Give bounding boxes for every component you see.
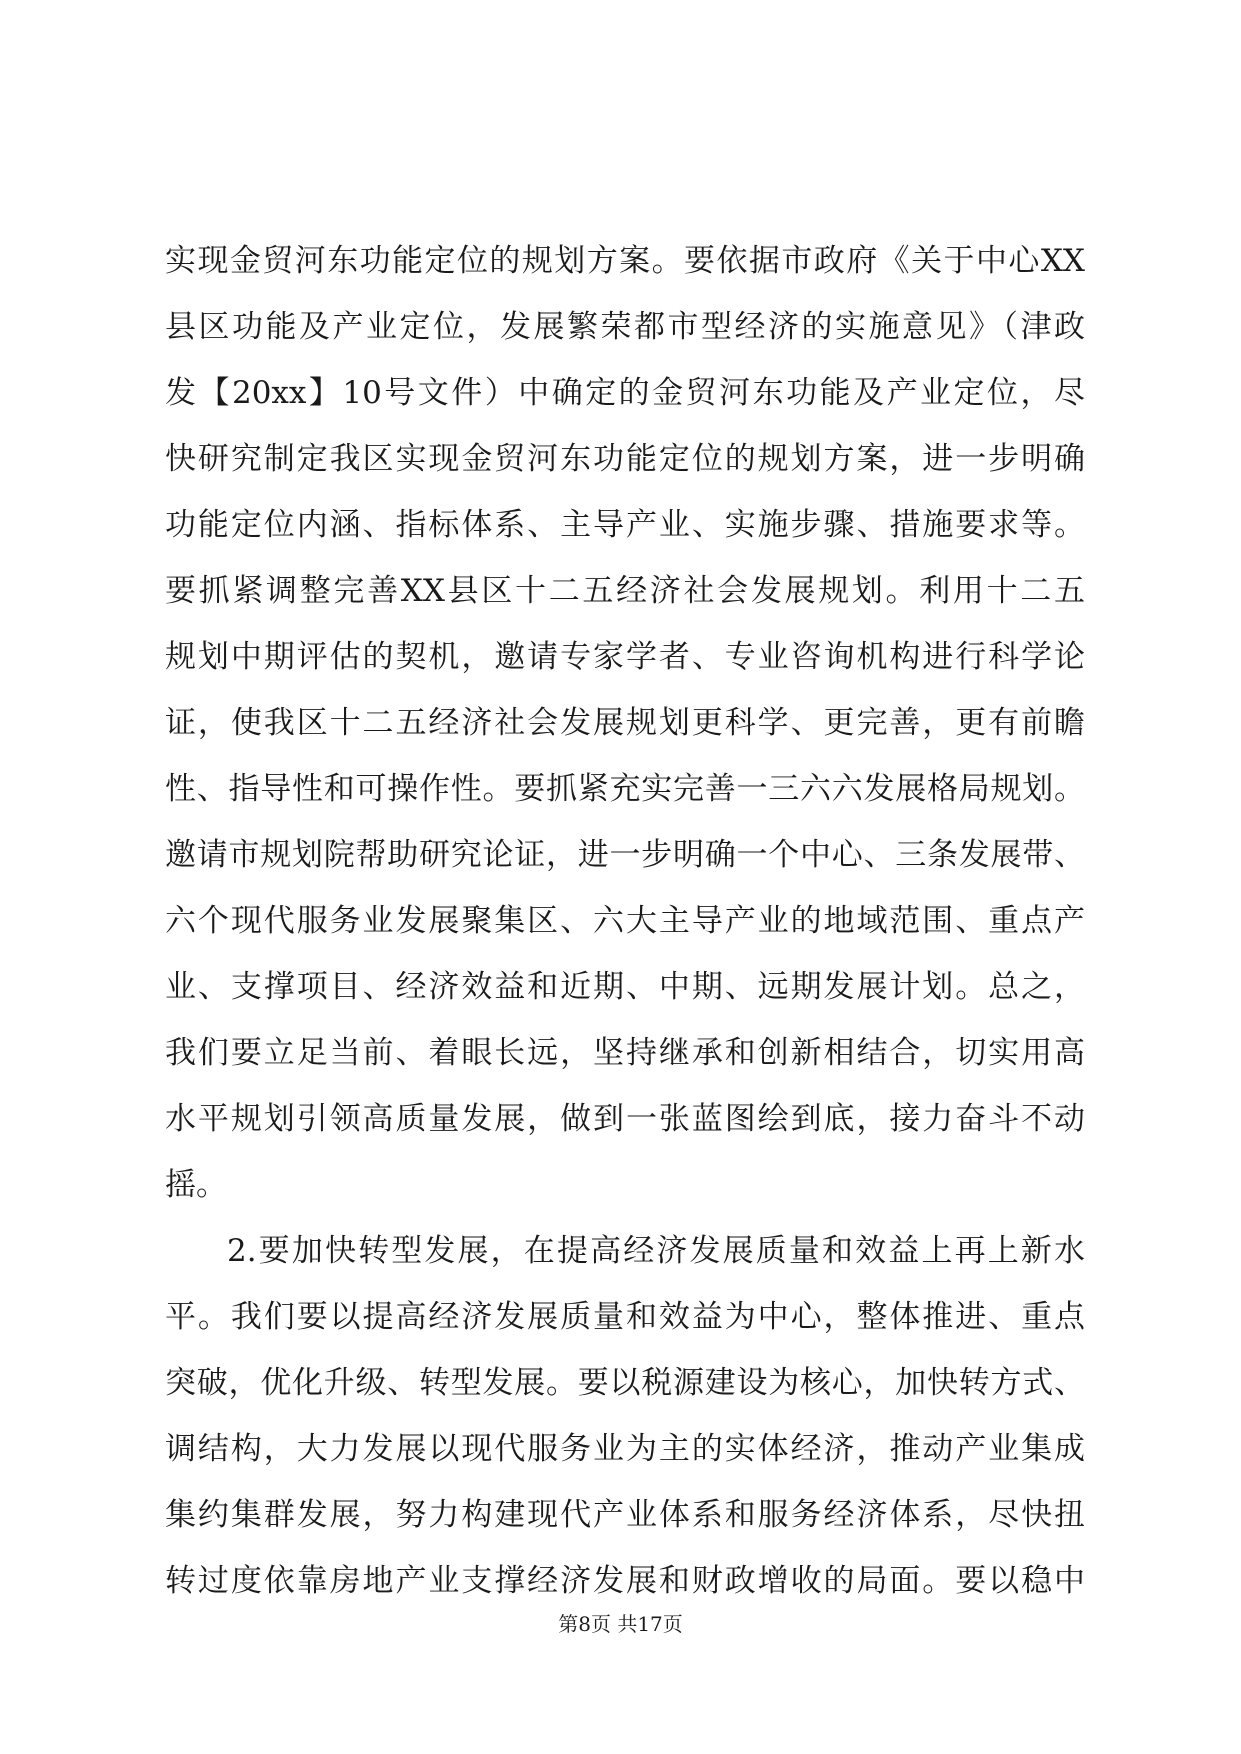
body-text [165,228,1085,1614]
text-line: 功能定位内涵、指标体系、主导产业、实施步骤、措施要求等。 [165,507,1085,543]
text-line: 转过度依靠房地产业支撑经济发展和财政增收的局面。要以稳中 [165,1563,1085,1599]
text-line: 水平规划引领高质量发展，做到一张蓝图绘到底，接力奋斗不动 [165,1101,1085,1137]
text-line: 集约集群发展，努力构建现代产业体系和服务经济体系，尽快扭 [165,1497,1085,1533]
text-line: 平。我们要以提高经济发展质量和效益为中心，整体推进、重点 [165,1299,1085,1335]
page-number-footer: 第8页 共17页 [558,1612,683,1636]
text-line: 发【20xx】10号文件）中确定的金贸河东功能及产业定位，尽 [165,375,1085,411]
text-line: 突破，优化升级、转型发展。要以税源建设为核心，加快转方式、 [165,1365,1085,1401]
text-line: 我们要立足当前、着眼长远，坚持继承和创新相结合，切实用高 [165,1035,1085,1071]
text-line: 摇。 [165,1167,227,1203]
text-line: 实现金贸河东功能定位的规划方案。要依据市政府《关于中心XX [165,243,1085,279]
text-line: 快研究制定我区实现金贸河东功能定位的规划方案，进一步明确 [165,441,1085,477]
text-line: 要抓紧调整完善XX县区十二五经济社会发展规划。利用十二五 [165,573,1085,609]
text-line: 业、支撑项目、经济效益和近期、中期、远期发展计划。总之， [165,969,1085,1005]
text-line: 规划中期评估的契机，邀请专家学者、专业咨询机构进行科学论 [165,639,1085,675]
text-line: 邀请市规划院帮助研究论证，进一步明确一个中心、三条发展带、 [165,837,1085,873]
text-line: 县区功能及产业定位，发展繁荣都市型经济的实施意见》（津政 [165,309,1085,345]
paragraph-start-line: 2.要加快转型发展，在提高经济发展质量和效益上再上新水 [227,1233,1085,1269]
text-line: 调结构，大力发展以现代服务业为主的实体经济，推动产业集成 [165,1431,1085,1467]
text-line: 六个现代服务业发展聚集区、六大主导产业的地域范围、重点产 [165,903,1085,939]
text-line: 证，使我区十二五经济社会发展规划更科学、更完善，更有前瞻 [165,705,1085,741]
text-line: 性、指导性和可操作性。要抓紧充实完善一三六六发展格局规划。 [165,771,1085,807]
